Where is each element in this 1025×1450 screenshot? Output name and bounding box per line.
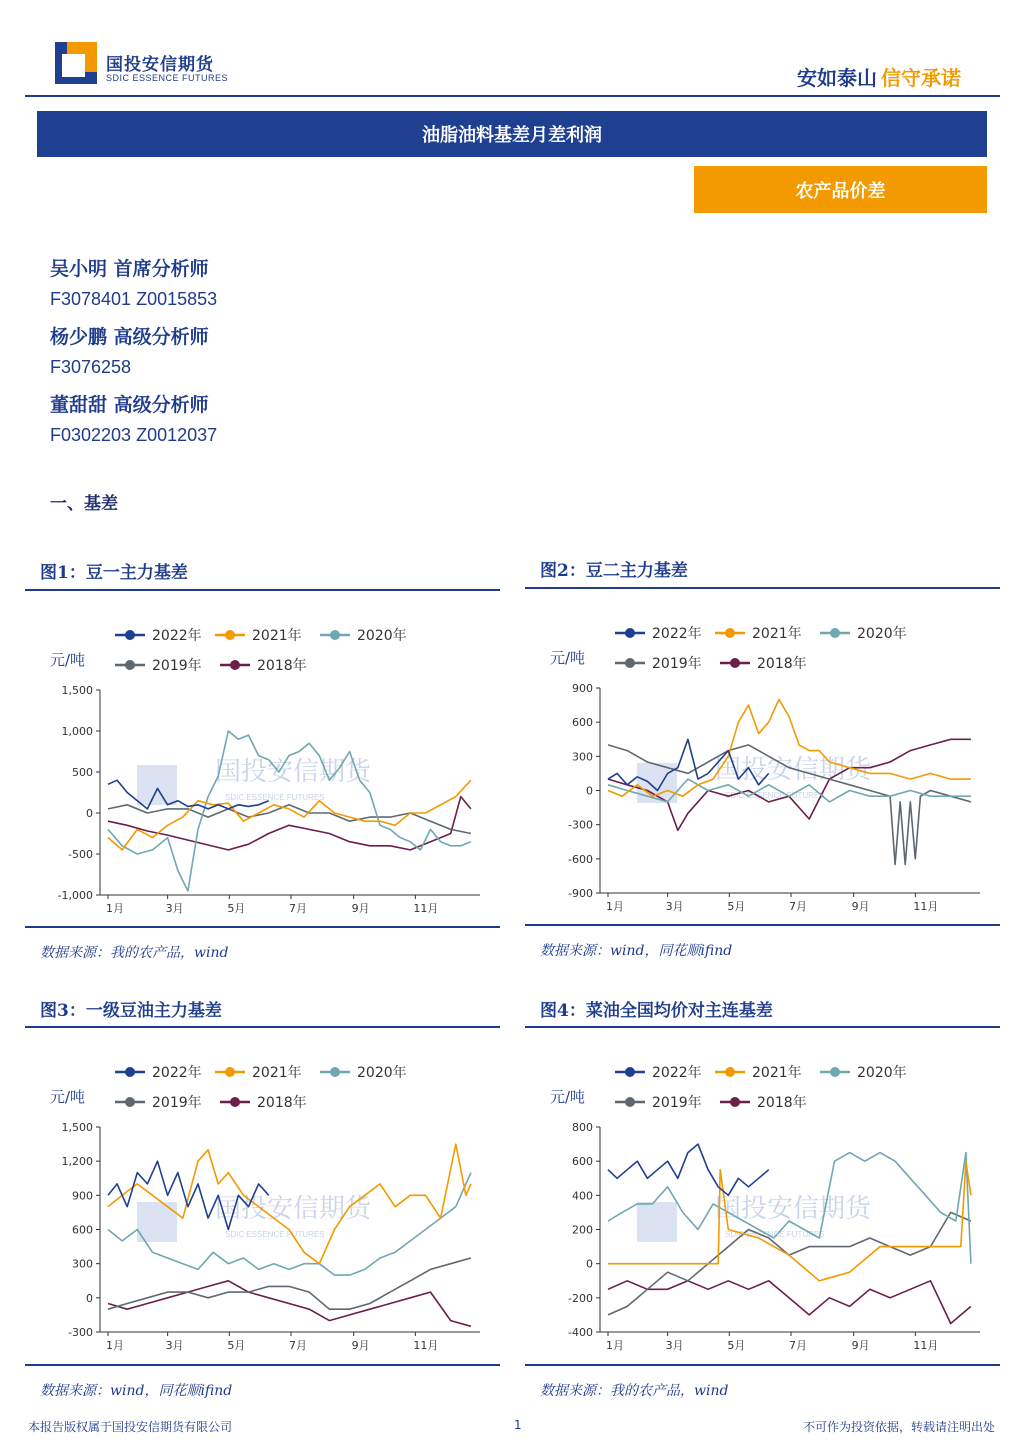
legend-label: 2019年	[152, 658, 202, 674]
watermark-text: 国投安信期货	[215, 757, 372, 787]
x-tick-label: 7月	[788, 900, 807, 913]
logo-text-en: SDIC ESSENCE FUTURES	[106, 73, 229, 83]
legend-label: 2020年	[857, 626, 907, 642]
header-divider	[25, 95, 1000, 97]
x-tick-label: 9月	[351, 902, 370, 915]
legend-item-2018	[220, 1094, 307, 1111]
watermark-text-en: SDIC ESSENCE FUTURES	[225, 1230, 325, 1239]
legend-item-2019	[615, 655, 702, 672]
company-logo-icon	[55, 42, 97, 84]
series-line-2018	[108, 1281, 471, 1327]
slogan-part-b: 信守承诺	[881, 66, 961, 90]
y-tick-label: 1,500	[61, 684, 93, 697]
y-tick-label: 200	[572, 1223, 593, 1237]
x-tick-label: 1月	[606, 1339, 624, 1352]
legend-item-2020	[820, 625, 907, 642]
legend-item-2021	[215, 1064, 302, 1081]
legend-item-2022	[615, 625, 702, 642]
legend-label: 2021年	[252, 628, 302, 644]
legend-item-2018	[720, 655, 807, 672]
x-tick-label: 3月	[665, 900, 684, 913]
y-tick-label: 1,200	[61, 1155, 93, 1169]
y-tick-label: 900	[72, 1189, 93, 1203]
x-tick-label: 1月	[106, 902, 124, 915]
legend-label: 2022年	[152, 1065, 202, 1081]
y-tick-label: 800	[572, 1121, 593, 1134]
analyst-2-codes: F3076258	[50, 357, 132, 377]
footer-disclaimer: 不可作为投资依据，转载请注明出处	[802, 1420, 995, 1434]
figure-2-source: 数据来源：wind，同花顺ifind	[540, 943, 733, 959]
x-tick-label: 3月	[165, 1339, 184, 1352]
y-tick-label: 0	[586, 784, 593, 798]
y-tick-label: 600	[572, 1155, 593, 1169]
figure-3-rule	[25, 1026, 500, 1028]
legend-label: 2021年	[752, 626, 802, 642]
y-tick-label: 0	[86, 1291, 93, 1305]
watermark-text-en: SDIC ESSENCE FUTURES	[725, 791, 825, 800]
y-tick-label: 500	[72, 766, 93, 779]
x-tick-label: 11月	[413, 1339, 439, 1352]
x-tick-label: 9月	[351, 1339, 370, 1352]
legend-label: 2022年	[152, 628, 202, 644]
watermark-text-en: SDIC ESSENCE FUTURES	[225, 793, 325, 802]
y-axis-label: 元/吨	[550, 649, 586, 667]
figure-3-title: 图3：一级豆油主力基差	[40, 1001, 222, 1021]
x-tick-label: 5月	[727, 900, 746, 913]
legend-label: 2022年	[652, 1065, 702, 1081]
figure-1-rule-bottom	[25, 926, 500, 928]
logo-text-cn: 国投安信期货	[106, 55, 214, 75]
footer-page-number: 1	[514, 1418, 522, 1432]
figure-4-title: 图4：菜油全国均价对主连基差	[540, 1001, 773, 1021]
y-tick-label: 1,500	[61, 1121, 93, 1134]
x-tick-label: 5月	[227, 1339, 246, 1352]
x-tick-label: 5月	[227, 902, 246, 915]
watermark-text: 国投安信期货	[215, 1194, 372, 1224]
x-tick-label: 7月	[288, 902, 307, 915]
legend-item-2021	[715, 1064, 802, 1081]
y-tick-label: 400	[572, 1189, 593, 1203]
watermark-text: 国投安信期货	[715, 1194, 872, 1224]
legend-item-2022	[115, 627, 202, 644]
legend-label: 2018年	[257, 658, 307, 674]
legend-item-2019	[115, 1094, 202, 1111]
watermark-logo-icon	[137, 765, 177, 805]
x-tick-label: 11月	[913, 1339, 939, 1352]
legend-item-2020	[320, 1064, 407, 1081]
figure-4-chart	[525, 1037, 1000, 1367]
y-axis-label: 元/吨	[550, 1088, 586, 1106]
y-tick-label: 1,000	[61, 725, 93, 738]
analyst-2-name: 杨少鹏 高级分析师	[50, 326, 209, 348]
report-title: 油脂油料基差月差利润	[37, 111, 987, 157]
figure-2-title: 图2：豆二主力基差	[540, 561, 688, 581]
figure-1-rule	[25, 589, 500, 591]
figure-2-rule	[525, 587, 1000, 589]
y-tick-label: 600	[72, 1223, 93, 1237]
legend-label: 2020年	[357, 1065, 407, 1081]
legend-item-2022	[115, 1064, 202, 1081]
series-line-2020	[108, 731, 471, 891]
analyst-1-name: 吴小明 首席分析师	[50, 258, 209, 280]
x-tick-label: 3月	[165, 902, 184, 915]
figure-4-rule-bottom	[525, 1364, 1000, 1366]
y-tick-label: 900	[572, 682, 593, 695]
figure-3-chart	[25, 1037, 500, 1367]
slogan	[797, 62, 961, 91]
legend-item-2018	[720, 1094, 807, 1111]
y-tick-label: -300	[68, 1326, 93, 1339]
figure-1-chart	[25, 600, 500, 930]
legend-label: 2019年	[652, 656, 702, 672]
series-line-2018	[608, 1281, 971, 1324]
legend-label: 2019年	[652, 1095, 702, 1111]
figure-4-rule	[525, 1026, 1000, 1028]
legend-label: 2021年	[252, 1065, 302, 1081]
legend-label: 2021年	[752, 1065, 802, 1081]
series-line-2022	[608, 1144, 769, 1195]
legend-label: 2019年	[152, 1095, 202, 1111]
watermark-logo-icon	[637, 1202, 677, 1242]
figure-1-title: 图1：豆一主力基差	[40, 563, 188, 583]
legend-item-2022	[615, 1064, 702, 1081]
y-axis-label: 元/吨	[50, 651, 86, 669]
legend-label: 2018年	[757, 1095, 807, 1111]
legend-item-2021	[215, 627, 302, 644]
watermark-text-en: SDIC ESSENCE FUTURES	[725, 1230, 825, 1239]
legend-label: 2020年	[857, 1065, 907, 1081]
legend-label: 2020年	[357, 628, 407, 644]
y-tick-label: -300	[568, 818, 593, 832]
y-tick-label: 600	[572, 716, 593, 730]
analyst-3-codes: F0302203 Z0012037	[50, 425, 218, 445]
series-line-2019	[108, 1258, 471, 1309]
figure-3-rule-bottom	[25, 1364, 500, 1366]
x-tick-label: 1月	[106, 1339, 124, 1352]
legend-item-2018	[220, 657, 307, 674]
figure-2-rule-bottom	[525, 924, 1000, 926]
x-tick-label: 3月	[665, 1339, 684, 1352]
footer-copyright: 本报告版权属于国投安信期货有限公司	[28, 1420, 233, 1434]
section-heading: 一、基差	[50, 494, 118, 514]
y-tick-label: -400	[568, 1326, 593, 1339]
y-tick-label: -600	[568, 852, 593, 866]
y-tick-label: -500	[68, 848, 93, 861]
legend-item-2019	[115, 657, 202, 674]
analyst-1-codes: F3078401 Z0015853	[50, 289, 218, 309]
x-tick-label: 5月	[727, 1339, 746, 1352]
y-tick-label: -200	[568, 1291, 593, 1305]
legend-item-2020	[820, 1064, 907, 1081]
x-tick-label: 9月	[851, 1339, 870, 1352]
analyst-3-name: 董甜甜 高级分析师	[50, 394, 209, 416]
x-tick-label: 11月	[413, 902, 439, 915]
x-tick-label: 7月	[788, 1339, 807, 1352]
figure-3-source: 数据来源：wind，同花顺ifind	[40, 1383, 233, 1399]
x-tick-label: 11月	[913, 900, 939, 913]
y-tick-label: 0	[86, 807, 93, 820]
legend-label: 2018年	[757, 656, 807, 672]
y-tick-label: 300	[572, 750, 593, 764]
slogan-part-a: 安如泰山	[797, 66, 877, 90]
watermark-logo-icon	[137, 1202, 177, 1242]
legend-item-2021	[715, 625, 802, 642]
legend-label: 2018年	[257, 1095, 307, 1111]
figure-2-chart	[525, 598, 1000, 928]
y-tick-label: -1,000	[57, 889, 93, 902]
x-tick-label: 7月	[288, 1339, 307, 1352]
report-tag: 农产品价差	[694, 166, 987, 213]
y-axis-label: 元/吨	[50, 1088, 86, 1106]
legend-label: 2022年	[652, 626, 702, 642]
figure-1-source: 数据来源：我的农产品，wind	[40, 945, 229, 961]
legend-item-2020	[320, 627, 407, 644]
figure-4-source: 数据来源：我的农产品，wind	[540, 1383, 729, 1399]
legend-item-2019	[615, 1094, 702, 1111]
x-tick-label: 9月	[851, 900, 870, 913]
y-tick-label: -900	[568, 887, 593, 900]
watermark-text: 国投安信期货	[715, 755, 872, 785]
x-tick-label: 1月	[606, 900, 624, 913]
y-tick-label: 0	[586, 1257, 593, 1271]
y-tick-label: 300	[72, 1257, 93, 1271]
